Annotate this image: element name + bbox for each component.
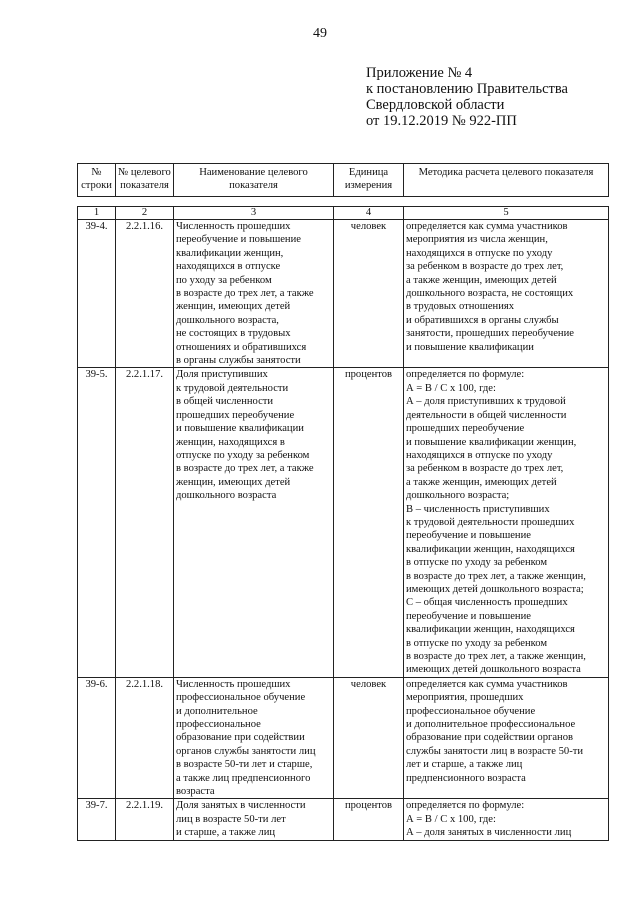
method-line: занятости, прошедших переобучение xyxy=(406,328,574,340)
method-line: квалификации женщин, находящихся xyxy=(406,624,575,636)
name-line: и повышение квалификации xyxy=(176,423,304,435)
name-line: профессиональное xyxy=(176,719,261,731)
name-line: профессиональное обучение xyxy=(176,692,306,704)
method-line: деятельности в общей численности xyxy=(406,409,567,421)
name-line: в возрасте 50-ти лет и старше, xyxy=(176,759,313,771)
column-number: 3 xyxy=(174,207,334,220)
name-line: в органы службы занятости xyxy=(176,355,301,367)
method-line: мероприятия из числа женщин, xyxy=(406,234,548,246)
method-line: в возрасте до трех лет, а также женщин, xyxy=(406,651,586,662)
name-line: Доля приступивших xyxy=(176,369,268,381)
name-line: в общей численности xyxy=(176,396,274,408)
unit-cell: процентов xyxy=(334,799,404,840)
indicator-number-cell: 2.2.1.18. xyxy=(116,677,174,799)
name-line: к трудовой деятельности xyxy=(176,382,289,394)
name-line: лиц в возрасте 50-ти лет xyxy=(176,813,286,825)
name-line: отношениях и обратившихся xyxy=(176,341,307,353)
name-line: дошкольного возраста xyxy=(176,490,277,502)
name-line: в возрасте до трех лет, а также xyxy=(176,463,314,475)
column-number: 1 xyxy=(78,207,116,220)
column-number: 4 xyxy=(334,207,404,220)
method-line: квалификации женщин, находящихся xyxy=(406,543,575,555)
method-line: образование при содействии органов xyxy=(406,732,574,744)
method-line: имеющих детей дошкольного возраста; xyxy=(406,583,584,595)
indicator-name-cell xyxy=(174,677,334,799)
method-cell xyxy=(404,368,609,677)
name-line: Численность прошедших xyxy=(176,678,291,690)
name-line: Доля занятых в численности xyxy=(176,800,306,812)
method-line: а также женщин, имеющих детей xyxy=(406,274,557,286)
method-line: переобучение и повышение xyxy=(406,610,531,622)
indicator-number-cell: 2.2.1.19. xyxy=(116,799,174,840)
row-number-cell: 39-4. xyxy=(78,220,116,368)
row-number-cell: 39-7. xyxy=(78,799,116,840)
column-number: 5 xyxy=(404,207,609,220)
method-line: в трудовых отношениях xyxy=(406,301,515,313)
indicator-name-cell xyxy=(174,799,334,840)
method-line: и дополнительное профессиональное xyxy=(406,719,576,731)
method-line: за ребенком в возрасте до трех лет, xyxy=(406,261,564,273)
method-line: имеющих детей дошкольного возраста xyxy=(406,664,581,676)
annex-line: к постановлению Правительства xyxy=(366,81,568,97)
name-line: находящихся в отпуске xyxy=(176,261,281,273)
indicators-table xyxy=(77,163,609,841)
method-line: и повышение квалификации женщин, xyxy=(406,436,577,448)
name-line: женщин, находящихся в xyxy=(176,436,285,448)
method-line: в возрасте до трех лет, а также женщин, xyxy=(406,570,586,582)
indicator-number-cell: 2.2.1.17. xyxy=(116,368,174,677)
header-row-number: № строки xyxy=(78,164,116,197)
name-line: Численность прошедших xyxy=(176,221,291,232)
method-line: в отпуске по уходу за ребенком xyxy=(406,637,548,649)
table-row xyxy=(78,368,609,677)
method-line: В – численность приступивших xyxy=(406,503,550,515)
annex-header xyxy=(366,65,568,129)
method-line: и обратившихся в органы службы xyxy=(406,314,559,326)
method-cell xyxy=(404,799,609,840)
table-row xyxy=(78,220,609,368)
method-cell xyxy=(404,220,609,368)
row-number-cell: 39-5. xyxy=(78,368,116,677)
method-line: находящихся в отпуске по уходу xyxy=(406,449,553,461)
method-line: к трудовой деятельности прошедших xyxy=(406,516,575,528)
method-line: за ребенком в возрасте до трех лет, xyxy=(406,463,564,475)
method-line: определяется по формуле: xyxy=(406,800,525,812)
method-line: С – общая численность прошедших xyxy=(406,597,568,609)
method-line: предпенсионного возраста xyxy=(406,772,526,784)
method-line: прошедших переобучение xyxy=(406,423,525,435)
name-line: и дополнительное xyxy=(176,705,258,717)
row-number-cell: 39-6. xyxy=(78,677,116,799)
method-line: А – доля приступивших к трудовой xyxy=(406,396,566,408)
name-line: женщин, имеющих детей xyxy=(176,301,291,313)
method-cell xyxy=(404,677,609,799)
column-number: 2 xyxy=(116,207,174,220)
column-number-row xyxy=(78,207,609,220)
method-line: службы занятости лиц в возрасте 50-ти xyxy=(406,745,584,757)
name-line: возраста xyxy=(176,786,215,798)
name-line: прошедших переобучение xyxy=(176,409,295,421)
header-method: Методика расчета целевого показателя xyxy=(404,164,609,197)
annex-line: Приложение № 4 xyxy=(366,65,473,81)
name-line: квалификации женщин, xyxy=(176,247,284,259)
table-row xyxy=(78,677,609,799)
method-line: определяется как сумма участников xyxy=(406,221,568,232)
indicator-name-cell xyxy=(174,368,334,677)
table-row xyxy=(78,799,609,840)
indicator-name-cell xyxy=(174,220,334,368)
method-line: в отпуске по уходу за ребенком xyxy=(406,557,548,569)
method-line: и повышение квалификации xyxy=(406,341,534,353)
method-line: дошкольного возраста, не состоящих xyxy=(406,288,574,300)
header-unit: Единица измерения xyxy=(334,164,404,197)
name-line: дошкольного возраста, xyxy=(176,314,279,326)
table-body xyxy=(78,220,609,841)
annex-line: Свердловской области xyxy=(366,97,505,113)
indicator-number-cell: 2.2.1.16. xyxy=(116,220,174,368)
name-line: по уходу за ребенком xyxy=(176,274,272,286)
table-spacer xyxy=(78,197,609,207)
name-line: а также лиц предпенсионного xyxy=(176,772,311,784)
header-indicator-number: № целевого показателя xyxy=(116,164,174,197)
method-line: А = В / С x 100, где: xyxy=(406,382,496,394)
name-line: образование при содействии xyxy=(176,732,305,744)
method-line: дошкольного возраста; xyxy=(406,490,510,502)
page-number: 49 xyxy=(313,26,327,41)
method-line: определяется как сумма участников xyxy=(406,678,568,690)
name-line: переобучение и повышение xyxy=(176,234,301,246)
unit-cell: процентов xyxy=(334,368,404,677)
unit-cell: человек xyxy=(334,220,404,368)
name-line: отпуске по уходу за ребенком xyxy=(176,449,310,461)
method-line: лет и старше, а также лиц xyxy=(406,759,523,771)
method-line: находящихся в отпуске по уходу xyxy=(406,247,553,259)
method-line: профессиональное обучение xyxy=(406,705,536,717)
method-line: а также женщин, имеющих детей xyxy=(406,476,557,488)
name-line: женщин, имеющих детей xyxy=(176,476,291,488)
annex-line: от 19.12.2019 № 922-ПП xyxy=(366,113,517,129)
method-line: А – доля занятых в численности лиц xyxy=(406,827,572,839)
table-header-row xyxy=(78,164,609,197)
unit-cell: человек xyxy=(334,677,404,799)
name-line: и старше, а также лиц xyxy=(176,827,276,839)
method-line: определяется по формуле: xyxy=(406,369,525,381)
name-line: не состоящих в трудовых xyxy=(176,328,291,340)
method-line: А = В / С x 100, где: xyxy=(406,813,496,825)
header-indicator-name: Наименование целевого показателя xyxy=(174,164,334,197)
method-line: мероприятия, прошедших xyxy=(406,692,524,704)
name-line: органов службы занятости лиц xyxy=(176,745,316,757)
name-line: в возрасте до трех лет, а также xyxy=(176,288,314,300)
method-line: переобучение и повышение xyxy=(406,530,531,542)
